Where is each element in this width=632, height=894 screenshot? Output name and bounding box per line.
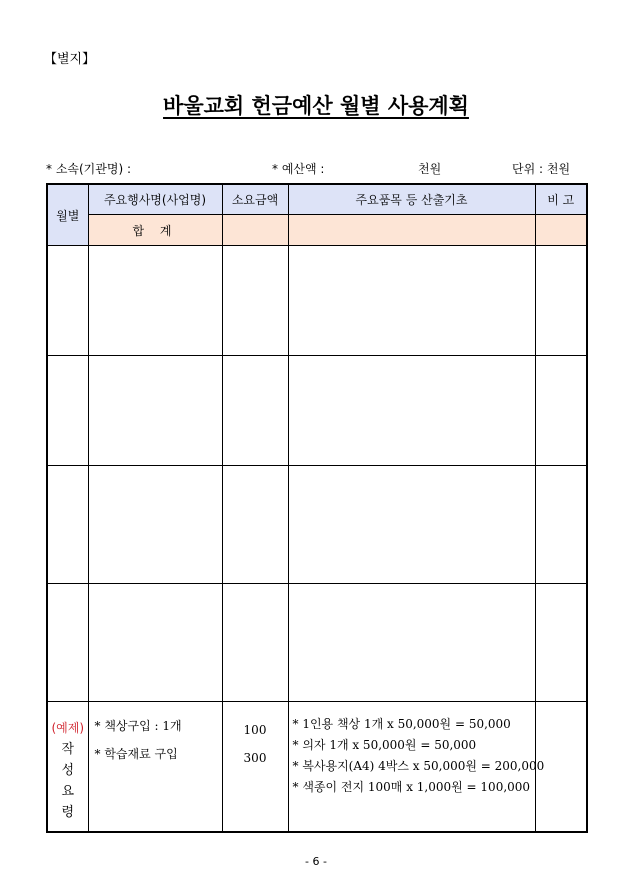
- budget-label: * 예산액 :: [272, 162, 325, 176]
- document-title: [0, 90, 632, 120]
- header-note: 비 고: [535, 184, 587, 215]
- amount-cell[interactable]: [222, 356, 288, 466]
- table-row: [47, 246, 587, 356]
- amount-cell[interactable]: [222, 584, 288, 702]
- example-basis-line: * 복사용지(A4) 4박스 x 50,000원 = 200,000: [292, 759, 545, 773]
- example-activity: * 책상구입 : 1개: [94, 719, 182, 733]
- example-basis-line: * 의자 1개 x 50,000원 = 50,000: [292, 738, 477, 752]
- example-basis-line: * 1인용 책상 1개 x 50,000원 = 50,000: [292, 717, 511, 731]
- title-text: 바울교회 헌금예산 월별 사용계획: [163, 94, 469, 118]
- example-basis-line: * 색종이 전지 100매 x 1,000원 = 100,000: [292, 780, 531, 794]
- example-month-cell: [47, 702, 88, 832]
- note-cell[interactable]: [535, 356, 587, 466]
- page-number: - 6 -: [305, 855, 327, 868]
- example-char: 작: [61, 742, 75, 757]
- example-amounts: [222, 702, 288, 832]
- plan-table: [46, 183, 588, 833]
- header-amount: 소요금액: [222, 184, 288, 215]
- amount-cell[interactable]: [222, 466, 288, 584]
- example-char: 령: [61, 805, 75, 820]
- note-cell[interactable]: [535, 584, 587, 702]
- month-cell[interactable]: [47, 356, 88, 466]
- month-cell[interactable]: [47, 584, 88, 702]
- note-cell[interactable]: [535, 246, 587, 356]
- example-row: [47, 702, 587, 832]
- annex-label: 【별지】: [44, 52, 96, 67]
- example-basis: [288, 702, 545, 832]
- total-basis-cell[interactable]: [288, 215, 535, 246]
- basis-cell[interactable]: [288, 246, 535, 356]
- example-activity: * 학습재료 구입: [94, 747, 178, 761]
- note-cell[interactable]: [535, 466, 587, 584]
- table-row: [47, 466, 587, 584]
- activity-cell[interactable]: [88, 466, 222, 584]
- example-amount: 100: [243, 723, 267, 737]
- month-cell[interactable]: [47, 246, 88, 356]
- activity-cell[interactable]: [88, 584, 222, 702]
- total-note-cell[interactable]: [535, 215, 587, 246]
- basis-cell[interactable]: [288, 356, 535, 466]
- table-row: [47, 356, 587, 466]
- month-cell[interactable]: [47, 466, 88, 584]
- total-label: 합 계: [88, 215, 222, 246]
- header-month: 월별: [47, 184, 88, 246]
- table-row: [47, 584, 587, 702]
- example-amount: 300: [243, 751, 267, 765]
- header-basis: 주요품목 등 산출기초: [288, 184, 535, 215]
- basis-cell[interactable]: [288, 584, 535, 702]
- header-activity: 주요행사명(사업명): [88, 184, 222, 215]
- budget-unit: 천원: [418, 162, 442, 176]
- total-amount-cell[interactable]: [222, 215, 288, 246]
- amount-cell[interactable]: [222, 246, 288, 356]
- department-label: * 소속(기관명) :: [46, 162, 131, 176]
- example-char: 요: [61, 784, 75, 799]
- activity-cell[interactable]: [88, 246, 222, 356]
- example-char: 성: [61, 763, 75, 778]
- basis-cell[interactable]: [288, 466, 535, 584]
- unit-label: 단위 : 천원: [512, 162, 571, 176]
- example-activities: [88, 702, 222, 832]
- example-label: (예제): [51, 721, 85, 735]
- activity-cell[interactable]: [88, 356, 222, 466]
